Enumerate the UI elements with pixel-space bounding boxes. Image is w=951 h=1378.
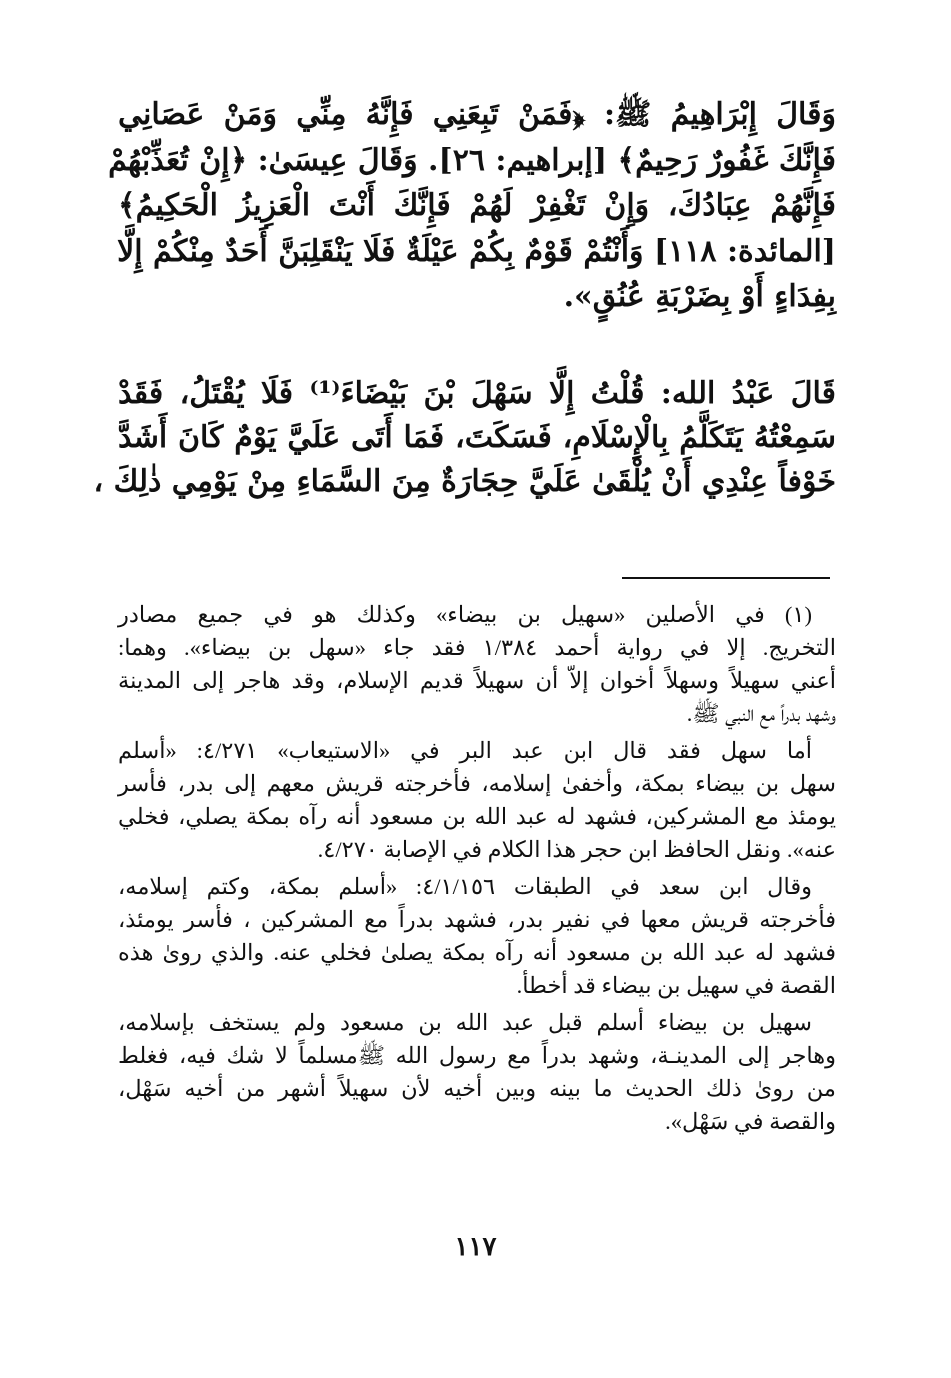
text-line: والقصة في سَهْل».: [665, 1109, 836, 1134]
text-line: سهل بن بيضاء بمكة، وأخفىٰ إسلامه، فأخرجته قريش معهم إلى بدر، فأسر: [118, 771, 836, 796]
footnotes: [118, 598, 836, 1138]
text-line: وهاجر إلى المدينـة، وشهد بدراً مع رسول الله ﷺمسلماً لا شك فيه، فغلط: [118, 1043, 836, 1068]
text-line: فأخرجته قريش معها في نفير بدر، فشهد بدراً مع المشركين ، فأسر يومئذ،: [118, 907, 836, 932]
text-line: سَمِعْتُهُ يَتَكَلَّمُ بِالْإِسْلَامِ، فَسَكَتَ، فَمَا أَتَى عَلَيَّ يَوْمٌ كَانَ أَشَدَّ: [118, 420, 836, 455]
text-line: التخريج. إلا في رواية أحمد ١/٣٨٤ فقد جاء «سهل بن بيضاء». وهما:: [118, 635, 836, 660]
text-line: فَإِنَّكَ غَفُورٌ رَحِيمٌ﴾ [إبراهيم: ٢٦]. وَقَالَ عِيسَىٰ: ﴿إِنْ تُعَذِّبْهُمْ: [108, 142, 836, 178]
second-paragraph: [93, 372, 836, 504]
text-line: عنه». ونقل الحافظ ابن حجر هذا الكلام في الإصابة ٤/٢٧٠.: [317, 837, 836, 862]
main-paragraph: [108, 92, 836, 320]
text-line: القصة في سهيل بن بيضاء قد أخطأ.: [516, 973, 836, 998]
text-line: يومئذ مع المشركين، فشهد له عبد الله بن مسعود أنه رآه بمكة يصلي، فخلي: [118, 804, 836, 829]
footnote-paragraph: [118, 1006, 836, 1138]
text-line: سهيل بن بيضاء أسلم قبل عبد الله بن مسعود ولم يستخف بإسلامه،: [118, 1010, 812, 1035]
text-line: قَالَ عَبْدُ الله: قُلْتُ إِلَّا سَهْلَ بْنَ بَيْضَاءَ⁽¹⁾ فَلَا يُقْتَلُ، فَقَدْ: [118, 376, 836, 411]
text-line: [المائدة: ١١٨] وَأَنْتُمْ قَوْمٌ بِكُمْ عَيْلَةٌ فَلَا يَنْقَلِبَنَّ أَحَدٌ مِنْكُمْ إِلَّا: [117, 233, 836, 269]
footnote-separator: [622, 577, 830, 579]
text-line: وقال ابن سعد في الطبقات ٤/١/١٥٦: «أسلم بمكة، وكتم إسلامه،: [118, 874, 813, 899]
text-line: فشهد له عبد الله بن مسعود أنه رآه بمكة يصلىٰ فخلي عنه. والذي روىٰ هذه: [118, 940, 836, 965]
text-line: من روىٰ ذلك الحديث ما بينه وبين أخيه لأن سهيلاً أشهر من أخيه سَهْل،: [118, 1076, 836, 1101]
text-line: أعني سهيلاً وسهلاً أخوان إلاّ أن سهيلاً قديم الإسلام، وقد هاجر إلى المدينة: [118, 668, 836, 693]
footnote-paragraph: [118, 870, 836, 1002]
text-line: وَقَالَ إِبْرَاهِيمُ ﷺ: ﴿فَمَنْ تَبِعَنِي فَإِنَّهُ مِنِّي وَمَنْ عَصَانِي: [118, 97, 836, 132]
text-line: فَإِنَّهُمْ عِبَادُكَ، وَإِنْ تَغْفِرْ لَهُمْ فَإِنَّكَ أَنْتَ الْعَزِيزُ الْحَكِيمُ﴾: [118, 188, 836, 223]
footnote-paragraph: [118, 734, 836, 866]
footnote-paragraph: [118, 598, 836, 730]
text-line: (١) في الأصلين «سهيل بن بيضاء» وكذلك هو في جميع مصادر: [118, 602, 812, 627]
text-line: وشهد بدراً مع النبي ﷺ.: [686, 701, 836, 726]
text-line: أما سهل فقد قال ابن عبد البر في «الاستيعاب» ٤/٢٧١: «أسلم: [118, 738, 812, 763]
text-line: خَوْفاً عِنْدِي أَنْ يُلْقَىٰ عَلَيَّ حِجَارَةٌ مِنَ السَّمَاءِ مِنْ يَوْمِي ذٰلِكَ ،: [93, 464, 836, 499]
page-number: ١١٧: [454, 1232, 497, 1262]
text-line: بِفِدَاءٍ أَوْ بِضَرْبَةِ عُنُقٍ».: [563, 279, 836, 314]
